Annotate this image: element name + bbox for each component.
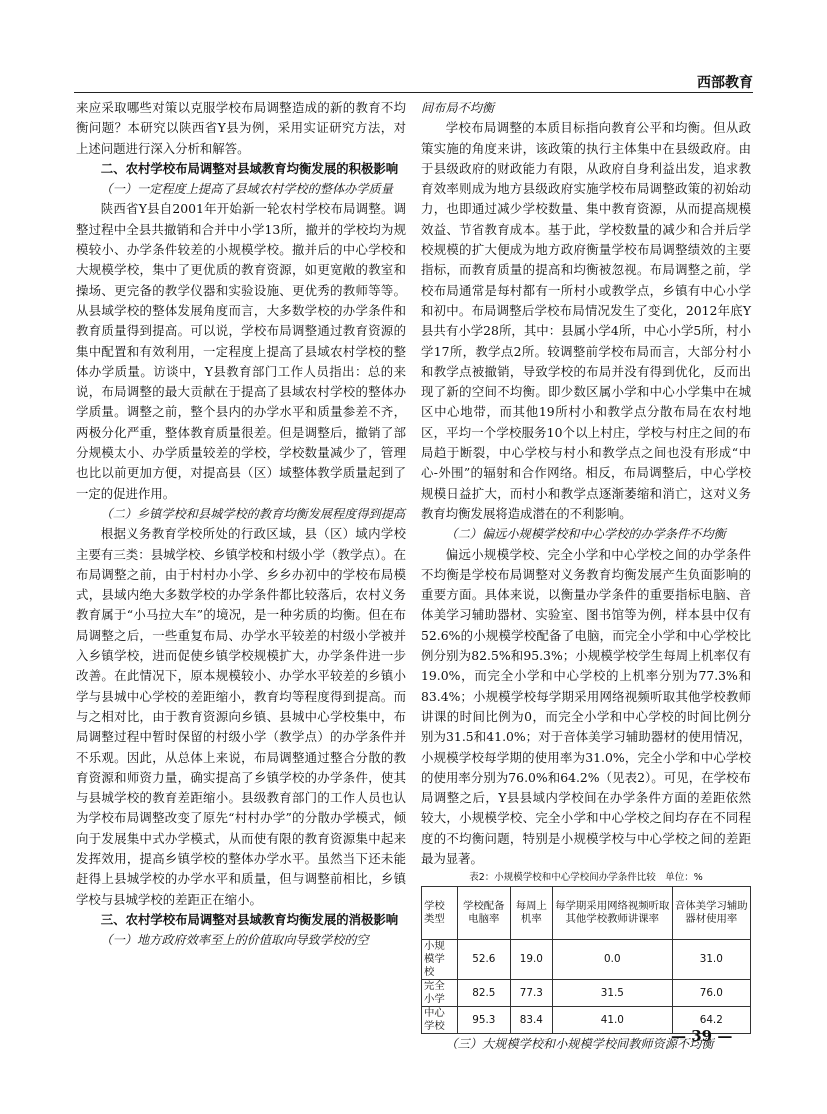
journal-name: 西部教育 bbox=[697, 75, 753, 91]
table-cell: 52.6 bbox=[457, 940, 510, 980]
section-3-heading: 三、农村学校布局调整对县域教育均衡发展的消极影响 bbox=[100, 911, 399, 927]
table-cell: 19.0 bbox=[510, 940, 552, 980]
table-cell: 77.3 bbox=[510, 980, 552, 1007]
table-cell: 小规模学校 bbox=[422, 940, 458, 980]
table-2 bbox=[421, 886, 751, 1034]
table-2-caption: 表2：小规模学校和中心学校间办学条件比较 单位：% bbox=[469, 872, 703, 884]
section-2-heading: 二、农村学校布局调整对县域教育均衡发展的积极影响 bbox=[100, 160, 399, 176]
table-header-cell: 每周上机率 bbox=[510, 887, 552, 940]
subsection-3-1-heading-continued: 间布局不均衡 bbox=[421, 101, 495, 115]
header-rule bbox=[74, 92, 753, 93]
table-cell: 完全小学 bbox=[422, 980, 458, 1007]
table-header-row bbox=[422, 887, 751, 940]
subsection-2-1-heading: （一）一定程度上提高了县域农村学校的整体办学质量 bbox=[100, 182, 393, 197]
table-cell: 41.0 bbox=[553, 1007, 673, 1034]
subsection-2-2-heading: （二）乡镇学校和县城学校的教育均衡发展程度得到提高 bbox=[100, 506, 406, 521]
table-cell: 0.0 bbox=[553, 940, 673, 980]
subsection-3-1-paragraph: 学校布局调整的本质目标指向教育公平和均衡。但从政策实施的角度来讲，该政策的执行主体集中在县级政府。由于县级政府的财政能力有限，从政府自身利益出发，追求教育效率则成为地方县级政府实施学校布局调整政策的初始动力，也即通过减少学校数量、集中教育资源，从而提高规模效益、节省教育成本。基于此，学校数量的减少和合并后学校规模的扩大便成为地方政府衡量学校布局调整绩效的主要指标，而教育质量的提高和均衡被忽视。布局调整之前，学校布局通常是每村都有一所村小或教学点，乡镇有中心小学和初中。布局调整后学校布局情况发生了变化，2012年底Y县共有小学28所，其中：县属小学4所，中心小学5所，村小学17所，教学点2所。较调整前学校布局而言，大部分村小和教学点被撤销，导致学校的布局并没有得到优化，反而出现了新的空间不均衡。即少数区属小学和中心小学集中在城区中心地带，而其他19所村小和教学点分散布局在农村地区，平均一个学校服务10个以上村庄，学校与村庄之间的布局趋于断裂，中心学校与村小和教学点之间也没有形成“中心-外围”的辐射和合作网络。相反，布局调整后，中心学校规模日益扩大，而村小和教学点逐渐萎缩和消亡，这对义务教育均衡发展将造成潜在的不利影响。 bbox=[421, 120, 751, 521]
left-column bbox=[76, 98, 406, 950]
table-header-cell: 学校类型 bbox=[422, 887, 458, 940]
table-cell: 83.4 bbox=[510, 1007, 552, 1034]
subsection-3-2-heading: （二）偏远小规模学校和中心学校的办学条件不均衡 bbox=[445, 527, 726, 542]
table-cell: 31.0 bbox=[672, 940, 750, 980]
table-cell: 76.0 bbox=[672, 980, 750, 1007]
table-header-cell: 每学期采用网络视频听取其他学校教师讲课率 bbox=[553, 887, 673, 940]
subsection-2-2-paragraph: 根据义务教育学校所处的行政区域，县（区）域内学校主要有三类：县城学校、乡镇学校和村级小学（教学点）。在布局调整之前，由于村村办小学、乡乡办初中的学校布局模式，县域内绝大多数学校的办学条件都比较落后，农村义务教育属于“小马拉大车”的境况，是一种劣质的均衡。但在布局调整之后，一些重复布局、办学水平较差的村级小学被并入乡镇学校，进而促使乡镇学校规模扩大，办学条件进一步改善。在此情况下，原本规模较小、办学水平较差的乡镇小学与县城中心学校的差距缩小，教育均等程度得到提高。而与之相对比，由于教育资源向乡镇、县城中心学校集中，布局调整过程中暂时保留的村级小学（教学点）的办学条件并不乐观。因此，从总体上来说，布局调整通过整合分散的教育资源和师资力量，确实提高了乡镇学校的办学条件，使其与县城学校的教育差距缩小。县级教育部门的工作人员也认为学校布局调整改变了原先“村村办学”的分散办学模式，倾向于发展集中式办学模式，从而使有限的教育资源集中起来发挥效用，提高乡镇学校的整体办学水平。虽然当下还未能赶得上县城学校的办学水平和质量，但与调整前相比，乡镇学校与县城学校的差距正在缩小。 bbox=[76, 526, 406, 907]
page-number: — 39 — bbox=[671, 1027, 733, 1045]
table-row bbox=[422, 980, 751, 1007]
table-cell: 82.5 bbox=[457, 980, 510, 1007]
table-header-cell: 音体美学习辅助器材使用率 bbox=[672, 887, 750, 940]
subsection-3-1-heading: （一）地方政府效率至上的价值取向导致学校的空 bbox=[100, 933, 369, 948]
table-cell: 中心学校 bbox=[422, 1007, 458, 1034]
right-column bbox=[421, 98, 751, 1055]
table-row bbox=[422, 940, 751, 980]
table-cell: 31.5 bbox=[553, 980, 673, 1007]
subsection-3-2-paragraph: 偏远小规模学校、完全小学和中心学校之间的办学条件不均衡是学校布局调整对义务教育均衡发展产生负面影响的重要方面。具体来说，以衡量办学条件的重要指标电脑、音体美学习辅助器材、实验室、图书馆等为例，样本县中仅有52.6%的小规模学校配备了电脑，而完全小学和中心学校比例分别为82.5%和95.3%；小规模学校学生每周上机率仅有19.0%，而完全小学和中心学校的上机率分别为77.3%和83.4%；小规模学校每学期采用网络视频听取其他学校教师讲课的时间比例为0，而完全小学和中心学校的时间比例分别为31.5和41.0%；对于音体美学习辅助器材的使用情况，小规模学校每学期的使用率为31.0%，完全小学和中心学校的使用率分别为76.0%和64.2%（见表2）。可见，在学校布局调整之后，Y县县域内学校间在办学条件方面的差距依然较大，小规模学校、完全小学和中心学校之间均存在不同程度的不均衡问题，特别是小规模学校与中心学校之间的差距最为显著。 bbox=[421, 546, 751, 866]
table-cell: 95.3 bbox=[457, 1007, 510, 1034]
subsection-3-3-heading: （三）大规模学校和小规模学校间教师资源不均衡 bbox=[445, 1037, 714, 1052]
table-cell: 64.2 bbox=[672, 1007, 750, 1034]
table-header-cell: 学校配备电脑率 bbox=[457, 887, 510, 940]
intro-paragraph: 来应采取哪些对策以克服学校布局调整造成的新的教育不均衡问题？本研究以陕西省Y县为例，采用实证研究方法，对上述问题进行深入分析和解答。 bbox=[76, 100, 406, 156]
subsection-2-1-paragraph: 陕西省Y县自2001年开始新一轮农村学校布局调整。调整过程中全县共撤销和合并中小学13所，撤并的学校均为规模较小、办学条件较差的小规模学校。撤并后的中心学校和大规模学校，集中了更优质的教育资源，如更宽敞的教室和操场、更完备的教学仪器和实验设施、更优秀的教师等等。从县域学校的整体发展角度而言，大多数学校的办学条件和教育质量得到提高。可以说，学校布局调整通过教育资源的集中配置和有效利用，一定程度上提高了县域农村学校的整体办学质量。访谈中，Y县教育部门工作人员指出：总的来说，布局调整的最大贡献在于提高了县域农村学校的整体办学质量。调整之前，整个县内的办学水平和质量参差不齐，两极分化严重，整体教育质量很差。但是调整后，撤销了部分规模太小、办学质量较差的学校，学校数量减少了，管理也比以前更加方便，对提高县（区）域整体教学质量起到了一定的促进作用。 bbox=[76, 201, 406, 501]
